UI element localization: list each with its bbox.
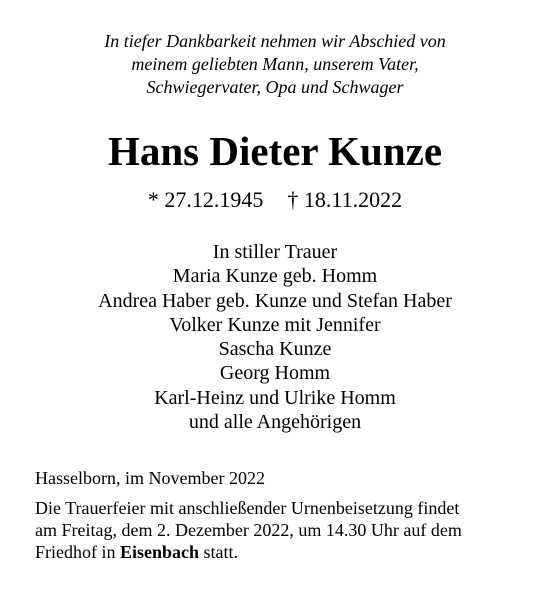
funeral-line-prefix: Friedhof in [35,542,120,562]
intro-text [0,30,550,99]
funeral-line [35,541,525,563]
intro-line: meinem geliebten Mann, unserem Vater, [131,54,419,74]
mourner-name: Georg Homm [219,362,331,385]
funeral-line: Die Trauerfeier mit anschließender Urnenbeisetzung findet [35,498,460,518]
mourner-name: Maria Kunze geb. Homm [172,265,378,288]
mourner-name: Karl-Heinz und Ulrike Homm [154,386,396,409]
mourner-name: Volker Kunze mit Jennifer [169,313,381,336]
deceased-name: Hans Dieter Kunze [107,128,443,174]
intro-line: Schwiegervater, Opa und Schwager [146,77,404,97]
funeral-line-suffix: statt. [199,542,239,562]
life-dates [0,186,550,214]
mourner-name: Andrea Haber geb. Kunze und Stefan Haber [98,289,452,312]
mourner-name: Sascha Kunze [218,338,332,361]
mourners-heading: In stiller Trauer [212,241,338,263]
funeral-info [35,497,525,563]
birth-date: * 27.12.1945 [147,187,264,212]
funeral-line: am Freitag, dem 2. Dezember 2022, um 14.30 Uhr auf dem [35,520,462,540]
death-date: † 18.11.2022 [287,187,403,212]
mourners-list [0,240,550,434]
funeral-location: Eisenbach [120,542,200,562]
place-and-date: Hasselborn, im November 2022 [35,468,265,488]
intro-line: In tiefer Dankbarkeit nehmen wir Abschied von [104,31,446,51]
mourner-name: und alle Angehörigen [188,411,362,434]
